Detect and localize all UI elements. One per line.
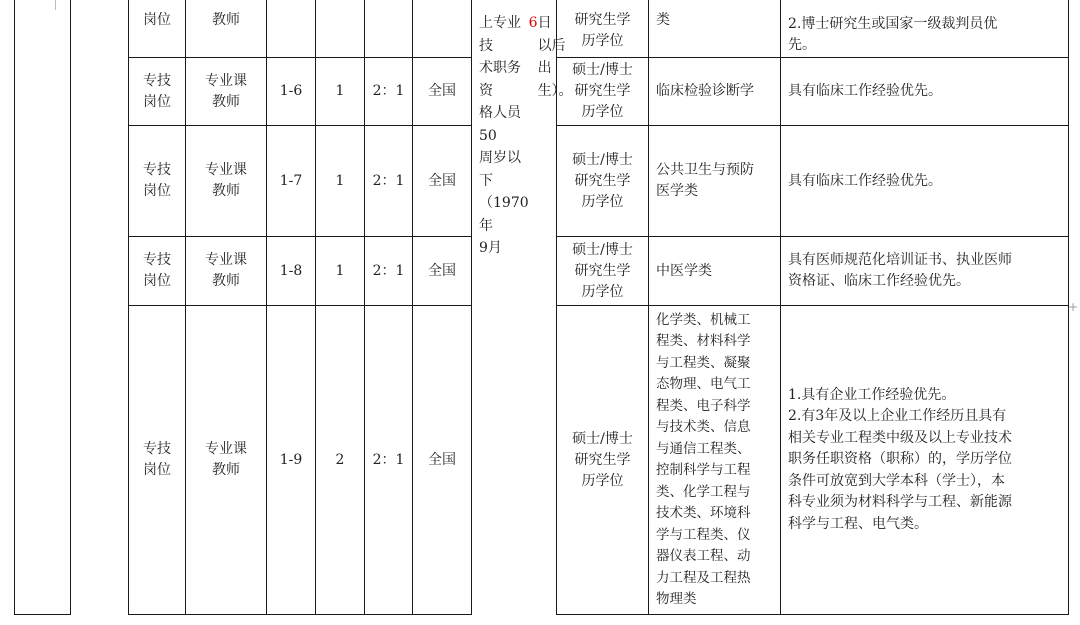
grid-line (556, 614, 1069, 615)
cell-count: 1 (335, 262, 345, 279)
cell-major: 临床检验诊断学 (656, 83, 754, 99)
grid-line (14, 614, 71, 615)
cell-code: 1-6 (279, 83, 303, 99)
cell-post-type: 专技 岗位 (143, 441, 171, 478)
table-border-left (14, 0, 15, 615)
cell-age-requirement (479, 12, 573, 256)
table-border-inner (70, 0, 71, 615)
cell-major: 化学类、机械工 程类、材料科学 与工程类、凝聚 态物理、电气工 程类、电子科学 与技术类、信息 与通信工程类、 控制科学与工程 类、化学工程与 技术类、环境科 学与工程类、仪 器仪表工程、动 力工程及工程热 物理类 (656, 311, 751, 607)
cell-ratio: 2：1 (372, 262, 405, 279)
cell-scope: 全国 (428, 83, 456, 99)
cell-education: 研究生学 历学位 (574, 12, 631, 49)
cell-post-type: 专技 岗位 (143, 252, 171, 289)
cell-other: 具有临床工作经验优先。 (788, 83, 942, 99)
cell-code: 1-8 (279, 262, 303, 279)
cell-post-type: 专技 岗位 (143, 162, 171, 199)
cell-ratio: 2：1 (372, 83, 405, 99)
grid-line (471, 0, 472, 615)
cell-education: 硕士/博士 研究生学 历学位 (572, 430, 633, 489)
cell-post-name: 专业课 教师 (205, 441, 247, 478)
cell-ratio: 2：1 (372, 172, 405, 189)
cell-other: 具有临床工作经验优先。 (788, 172, 942, 189)
cell-code: 1-7 (279, 172, 303, 189)
grid-line (128, 614, 472, 615)
age-text-part2: 日 以后出 生）。 (537, 15, 573, 99)
cell-post-name: 专业课 教师 (205, 72, 247, 110)
cell-scope: 全国 (428, 172, 456, 189)
cell-count: 2 (335, 451, 345, 468)
cell-education: 硕士/博士 研究生学 历学位 (572, 62, 633, 120)
cell-post-name: 专业课 教师 (205, 252, 247, 289)
cell-count: 1 (335, 172, 345, 189)
faint-margin-line (55, 0, 71, 10)
cell-count: 1 (335, 83, 345, 99)
cell-post-name: 教师 (212, 12, 240, 28)
grid-line (780, 0, 781, 615)
cell-major: 类 (656, 12, 670, 28)
cell-post-type: 专技 岗位 (143, 72, 171, 110)
cell-education: 硕士/博士 研究生学 历学位 (572, 241, 633, 300)
cell-education: 硕士/博士 研究生学 历学位 (572, 151, 633, 210)
cell-other: 具有医师规范化培训证书、执业医师 资格证、临床工作经验优先。 (788, 252, 1012, 289)
cell-scope: 全国 (428, 451, 456, 468)
age-text-part1: 上专业技 术职务资 格人员50 周岁以下 （1970年 9月 (479, 15, 529, 256)
cell-post-name: 专业课 教师 (205, 162, 247, 199)
grid-line (648, 0, 649, 615)
age-day-highlight: 6 (528, 15, 538, 31)
cell-scope: 全国 (428, 262, 456, 279)
cell-ratio: 2：1 (372, 451, 405, 468)
table-marker-icon: + (1067, 300, 1078, 314)
cell-major: 公共卫生与预防 医学类 (656, 162, 754, 199)
cell-post-type: 岗位 (143, 12, 171, 28)
cell-major: 中医学类 (656, 262, 712, 279)
cell-code: 1-9 (279, 451, 303, 468)
cell-other: 2.博士研究生或国家一级裁判员优 先。 (788, 16, 998, 53)
cell-other: 1.具有企业工作经验优先。 2.有3年及以上企业工作经历且具有 相关专业工程类中级及以上专业技术 职务任职资格（职称）的，学历学位 条件可放宽到大学本科（学士），本 科专业须为材料科学与工程、新能源 科学与工程、电气类。 (788, 386, 1012, 532)
